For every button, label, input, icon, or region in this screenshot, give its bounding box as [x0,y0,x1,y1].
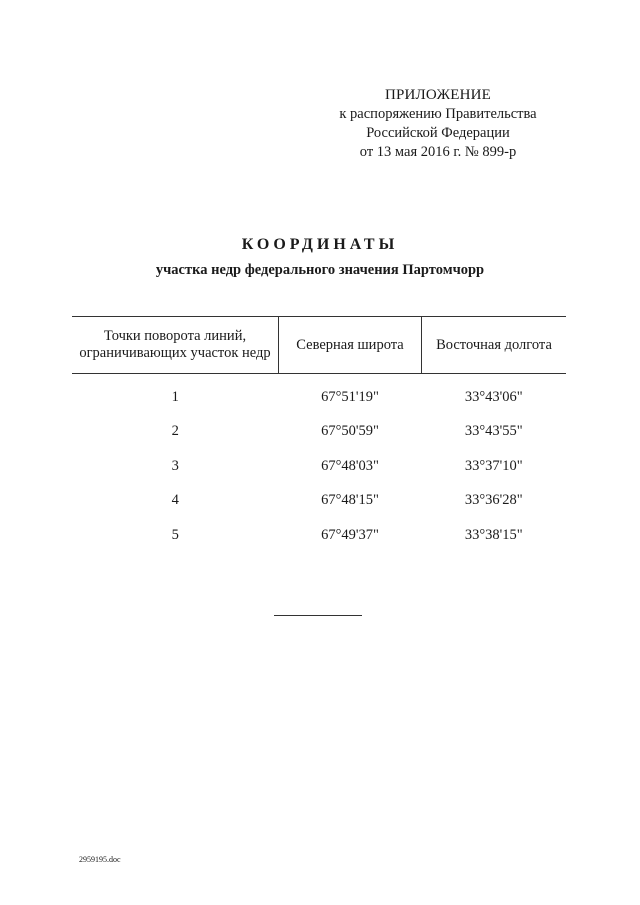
cell-point: 4 [171,492,179,509]
coordinates-table [72,316,566,553]
cell-latitude: 67°48'03" [321,457,379,474]
table-header-row [72,317,566,374]
cell-longitude: 33°43'55" [464,423,523,440]
document-title: КООРДИНАТЫ [241,236,399,253]
cell-latitude: 67°50'59" [321,423,379,440]
file-identifier: 2959195.doc [79,855,121,864]
table-row [72,484,566,519]
table-row [72,518,566,553]
cell-point: 5 [171,526,179,543]
cell-longitude: 33°37'10" [464,457,523,474]
appendix-line-date-number: от 13 мая 2016 г. № 899-р [359,144,517,160]
cell-latitude: 67°48'15" [321,492,379,509]
cell-point: 3 [171,457,179,474]
cell-point: 1 [171,388,179,405]
cell-point: 2 [171,423,179,440]
header-longitude: Восточная долгота [422,317,567,374]
header-latitude: Северная широта [279,317,422,374]
table-row [72,374,566,415]
appendix-line-government: Российской Федерации [366,125,510,141]
cell-latitude: 67°51'19" [321,388,379,405]
header-point: Точки поворота линий, ограничивающих участок недр [72,317,279,374]
cell-latitude: 67°49'37" [321,526,379,543]
appendix-block [330,86,546,162]
table-row [72,449,566,484]
cell-longitude: 33°36'28" [464,492,523,509]
closing-divider [274,615,362,616]
appendix-line-decree: к распоряжению Правительства [339,106,537,122]
table-row [72,415,566,450]
appendix-title: ПРИЛОЖЕНИЕ [384,87,492,103]
cell-longitude: 33°43'06" [464,388,523,405]
cell-longitude: 33°38'15" [464,526,523,543]
document-subtitle: участка недр федерального значения Партомчорр [155,262,485,278]
